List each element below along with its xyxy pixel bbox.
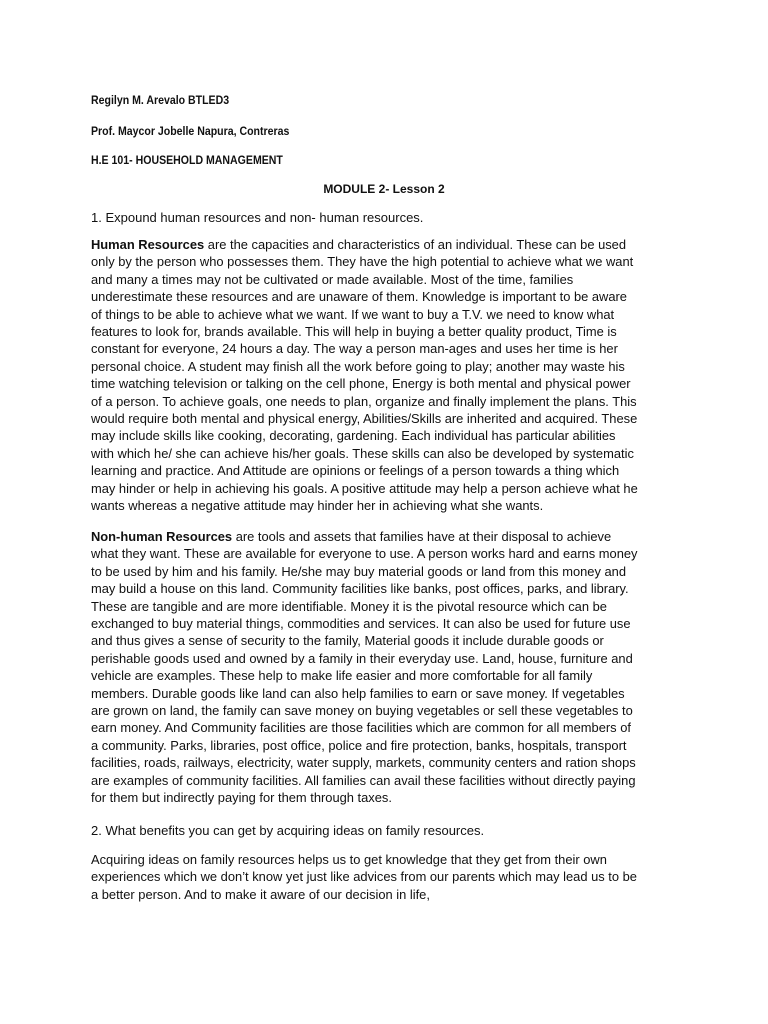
human-resources-paragraph	[91, 236, 691, 515]
paragraph-line: are examples of community facilities. All families can avail these facilities without directly paying	[91, 772, 636, 788]
paragraph-line: facilities, roads, railways, electricity, water supply, markets, community centers and ration shops	[91, 755, 636, 771]
course-title: H.E 101- HOUSEHOLD MANAGEMENT	[91, 153, 283, 167]
paragraph-line: for them but indirectly paying for them through taxes.	[91, 790, 392, 806]
paragraph-line: of things to be able to achieve what we want. If we want to buy a T.V. we need to know what	[91, 306, 615, 322]
question-1: 1. Expound human resources and non- human resources.	[91, 210, 424, 225]
paragraph-line: would require both mental and physical energy, Abilities/Skills are inherited and acquired. These	[91, 411, 638, 427]
paragraph-line: features to look for, brands available. This will help in buying a better quality product, Time is	[91, 324, 617, 340]
paragraph-line: Acquiring ideas on family resources helps us to get knowledge that they get from their own	[91, 852, 607, 867]
paragraph-line: time watching television or talking on the cell phone, Energy is both mental and physical power	[91, 376, 631, 392]
paragraph-line: learning and practice. And Attitude are opinions or feelings of a person towards a thing which	[91, 463, 620, 479]
paragraph-line: only by the person who possesses them. They have the high potential to achieve what we want	[91, 254, 634, 270]
module-title: MODULE 2- Lesson 2	[323, 182, 445, 196]
paragraph-line: a community. Parks, libraries, post office, police and fire protection, banks, hospitals, transport	[91, 737, 627, 753]
paragraph-line: Non-human Resources are tools and assets that families have at their disposal to achieve	[91, 529, 612, 544]
paragraph-line: constant for everyone, 24 hours a day. The way a person man-ages and uses her time is her	[91, 341, 618, 357]
paragraph-line: vehicle are examples. These help to make life easier and more comfortable for all family	[91, 668, 593, 684]
non-human-resources-paragraph	[91, 528, 691, 807]
paragraph-line: experiences which we don’t know yet just like advices from our parents which may lead us to be	[91, 869, 637, 885]
paragraph-line: Human Resources are the capacities and characteristics of an individual. These can be used	[91, 237, 627, 252]
non-human-resources-term: Non-human Resources	[91, 529, 233, 544]
paragraph-line: These are tangible and are more identifiable. Money it is the pivotal resource which can be	[91, 598, 607, 614]
answer-2-paragraph	[91, 851, 691, 903]
paragraph-line: personal choice. A student may finish all the work before going to play; another may waste his	[91, 358, 625, 374]
paragraph-line: a better person. And to make it aware of our decision in life,	[91, 886, 430, 902]
human-resources-term: Human Resources	[91, 237, 205, 252]
paragraph-line: may build a house on this land. Community facilities like banks, post offices, parks, and library.	[91, 581, 629, 597]
paragraph-line: may include skills like cooking, decorating, gardening. Each individual has particular abilities	[91, 428, 616, 444]
paragraph-line: wants whereas a negative attitude may hinder her in achieving what she wants.	[91, 498, 544, 514]
paragraph-line: and many a times may not be cultivated or made available. Most of the time, families	[91, 271, 574, 287]
paragraph-line: to be used by him and his family. He/she may buy material goods or land from this money and	[91, 563, 626, 579]
paragraph-line: with which he/ she can achieve his/her goals. These skills can also be developed by systematic	[91, 445, 634, 461]
paragraph-line: earn money. And Community facilities are those facilities which are common for all members of	[91, 720, 631, 736]
paragraph-line: members. Durable goods like land can also help families to earn or save money. If vegetables	[91, 685, 625, 701]
student-name: Regilyn M. Arevalo BTLED3	[91, 93, 230, 107]
paragraph-line: what they want. These are available for everyone to use. A person works hard and earns money	[91, 546, 638, 562]
paragraph-line: may hinder or help in achieving his goals. A positive attitude may help a person achieve what he	[91, 480, 638, 496]
paragraph-line: of a person. To achieve goals, one needs to plan, organize and finally implement the plans. This	[91, 393, 637, 409]
paragraph-line: perishable goods used and owned by a family in their everyday use. Land, house, furniture and	[91, 650, 633, 666]
paragraph-line: underestimate these resources and are unaware of them. Knowledge is important to be aware	[91, 289, 627, 305]
paragraph-line: and thus gives a sense of security to the family, Material goods it include durable goods or	[91, 633, 604, 649]
question-2: 2. What benefits you can get by acquiring ideas on family resources.	[91, 823, 485, 838]
paragraph-line: exchanged to buy material things, commodities and services. It can also be used for future use	[91, 616, 631, 632]
paragraph-line: are grown on land, the family can save money on buying vegetables or sell these vegetables to	[91, 703, 633, 719]
professor-name: Prof. Maycor Jobelle Napura, Contreras	[91, 124, 290, 138]
